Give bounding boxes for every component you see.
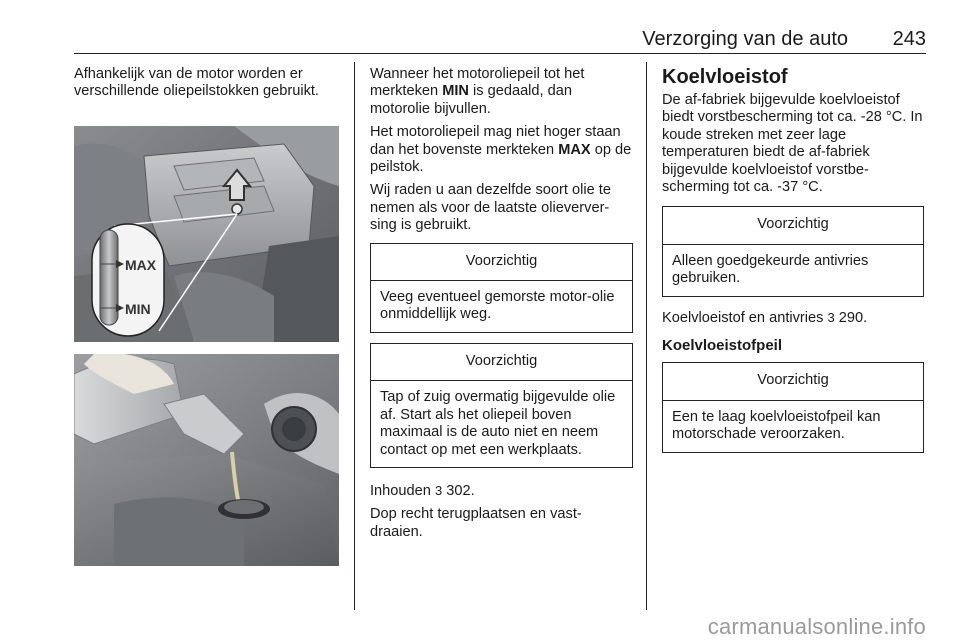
- caution-body: Veeg eventueel gemorste motor-olie onmiddellijk weg.: [380, 289, 615, 323]
- oil-filling-illustration: [74, 354, 339, 566]
- caution-box-overfill: [370, 343, 633, 468]
- watermark-text: carmanualsonline.info: [707, 614, 926, 639]
- left-column: [74, 66, 344, 107]
- capacities-reference: Inhouden 3 302.: [370, 482, 475, 499]
- coolant-paragraph: De af-fabriek bijgevulde koelvloeistof biedt vorstbescherming tot ca. -28 °C. In koude streken met zeer lage temperaturen biedt de af-fabriek bijgevulde koelvloeistof vorstbe-scherming tot ca. -37 °C.: [662, 92, 923, 196]
- max-mark-label: MAX: [558, 141, 591, 158]
- dipstick-min-label: MIN: [125, 301, 151, 317]
- dipstick-illustration-svg: [74, 126, 339, 342]
- caution-box-antifreeze: [662, 206, 924, 296]
- column-separator-right: [646, 62, 647, 610]
- column-separator-left: [354, 62, 355, 610]
- max-level-paragraph: Het motoroliepeil mag niet hoger staan dan het bovenste merkteken MAX op de peilstok.: [370, 124, 632, 176]
- caution-body: Tap of zuig overmatig bijgevulde olie af. Start als het oliepeil boven maximaal is de auto niet en neem contact op met een werkplaats.: [380, 389, 616, 458]
- caution-box-coolant-level: [662, 362, 924, 452]
- section-title-coolant: Koelvloeistof: [662, 66, 788, 88]
- dipstick-max-label: MAX: [125, 257, 157, 273]
- subsection-title-coolant-level: Koelvloeistofpeil: [662, 337, 783, 355]
- caution-title: Voorzichtig: [371, 244, 632, 281]
- dipstick-illustration: [74, 126, 339, 342]
- right-column: [662, 66, 924, 463]
- middle-column: [370, 66, 633, 547]
- caution-title: Voorzichtig: [371, 344, 632, 381]
- caution-title: Voorzichtig: [663, 207, 923, 244]
- caution-body: Alleen goedgekeurde antivries gebruiken.: [672, 252, 869, 287]
- min-mark-label: MIN: [442, 83, 469, 100]
- coolant-reference: Koelvloeistof en antivries 3 290.: [662, 309, 868, 326]
- page-reference-icon: 3: [827, 309, 835, 325]
- oil-type-paragraph: Wij raden u aan dezelfde soort olie te nemen als voor de laatste olieverver-sing is gebruikt.: [370, 182, 611, 234]
- min-refill-paragraph: Wanneer het motoroliepeil tot het merkteken MIN is gedaald, dan motorolie bijvullen.: [370, 66, 585, 117]
- intro-text: Afhankelijk van de motor worden er verschillende oliepeilstokken gebruikt.: [74, 66, 319, 100]
- caution-box-spilled-oil: [370, 243, 633, 333]
- page-reference-icon: 3: [434, 482, 443, 498]
- page-header-title: Verzorging van de auto: [642, 28, 848, 50]
- header-rule: [74, 53, 926, 54]
- cap-refit-paragraph: Dop recht terugplaatsen en vast-draaien.: [370, 506, 582, 540]
- caution-body: Een te laag koelvloeistofpeil kan motorschade veroorzaken.: [672, 408, 881, 443]
- caution-title: Voorzichtig: [663, 363, 923, 400]
- page-number: 243: [892, 28, 926, 50]
- oil-filling-illustration-svg: [74, 354, 339, 566]
